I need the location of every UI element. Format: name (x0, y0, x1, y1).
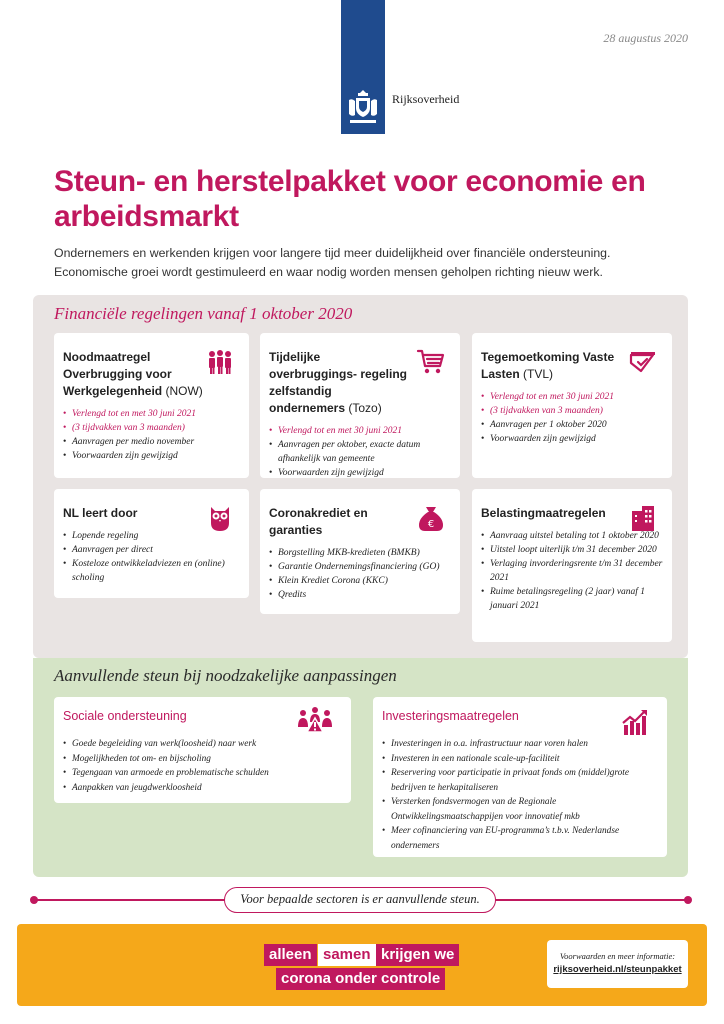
list-item: • Qredits (269, 588, 451, 602)
card-title: Belastingmaatregelen (481, 506, 606, 520)
card-title: Investeringsmaatregelen (382, 709, 519, 723)
list-item: • Voorwaarden zijn gewijzigd (63, 449, 240, 463)
card-list (269, 546, 451, 602)
card-tvl (472, 333, 672, 478)
intro-text (54, 244, 674, 282)
slogan-word: alleen (264, 944, 317, 966)
building-icon (628, 503, 658, 533)
list-item: • Verlaging invorderingsrente t/m 31 december 2021 (481, 557, 663, 585)
list-item: • Aanpakken van jeugdwerkloosheid (63, 781, 342, 796)
list-item: • Aanvragen per 1 oktober 2020 (481, 418, 663, 432)
card-belasting (472, 489, 672, 642)
list-item: • Investeren in een nationale scale-up-faciliteit (382, 752, 658, 767)
divider-dot (684, 896, 692, 904)
list-item: • Goede begeleiding van werk(loosheid) naar werk (63, 737, 342, 752)
list-item: • Borgstelling MKB-kredieten (BMKB) (269, 546, 451, 560)
card-list (481, 390, 663, 446)
card-list (63, 407, 240, 463)
card-list (382, 737, 658, 853)
price-tag-icon (628, 347, 658, 377)
money-bag-icon (416, 503, 446, 533)
growth-chart-icon (621, 707, 651, 737)
list-item: • Reservering voor participatie in privaat fonds om (middel)grote bedrijven te herkapitaliseren (382, 766, 658, 795)
owl-icon (205, 503, 235, 533)
logo-wordmark: Rijksoverheid (392, 92, 460, 106)
slogan-word: krijgen we (376, 944, 459, 966)
cart-icon (416, 347, 446, 377)
card-now (54, 333, 249, 478)
list-item: • Mogelijkheden tot om- en bijscholing (63, 752, 342, 767)
list-item: • Ruime betalingsregeling (2 jaar) vanaf 1 januari 2021 (481, 585, 663, 613)
card-list (63, 737, 342, 795)
list-item: • (3 tijdvakken van 3 maanden) (481, 404, 663, 418)
publication-date: 28 augustus 2020 (603, 31, 688, 45)
card-title: Coronakrediet en garanties (269, 506, 368, 537)
support-group-icon (297, 705, 333, 735)
list-item: • Tegengaan van armoede en problematische schulden (63, 766, 342, 781)
card-list (63, 529, 240, 585)
card-title: Sociale ondersteuning (63, 709, 187, 723)
card-list (269, 424, 451, 480)
list-item: • Verlengd tot en met 30 juni 2021 (269, 424, 451, 438)
intro-line: Ondernemers en werkenden krijgen voor langere tijd meer duidelijkheid over financiële ondersteuning. (54, 246, 611, 260)
list-item: • Verlengd tot en met 30 juni 2021 (63, 407, 240, 421)
card-list (481, 529, 663, 613)
coat-of-arms-icon (345, 86, 381, 128)
list-item: • Aanvragen per direct (63, 543, 240, 557)
intro-line: Economische groei wordt gestimuleerd en waar nodig worden mensen geholpen richting nieuw werk. (54, 265, 603, 279)
list-item: • Klein Krediet Corona (KKC) (269, 574, 451, 588)
card-title: Noodmaatregel Overbrugging voor Werkgelegenheid (NOW) (63, 350, 203, 398)
list-item: • Kosteloze ontwikkeladviezen en (online) scholing (63, 557, 240, 585)
list-item: • Uitstel loopt uiterlijk t/m 31 december 2020 (481, 543, 663, 557)
card-title: Tegemoetkoming Vaste Lasten (TVL) (481, 350, 615, 381)
list-item: • Meer cofinanciering van EU-programma’s t.b.v. Nederlandse ondernemers (382, 824, 658, 853)
card-tozo (260, 333, 460, 478)
additional-heading: Aanvullende steun bij noodzakelijke aanpassingen (54, 666, 397, 685)
list-item: • Versterken fondsvermogen van de Regionale Ontwikkelingsmaatschappijen voor innovatief mkb (382, 795, 658, 824)
card-title: Tijdelijke overbruggings- regeling zelfstandig ondernemers (Tozo) (269, 350, 408, 415)
list-item: • Voorwaarden zijn gewijzigd (269, 466, 451, 480)
page-title: Steun- en herstelpakket voor economie en arbeidsmarkt (54, 165, 646, 233)
card-sociale-ondersteuning (54, 697, 351, 803)
card-title: NL leert door (63, 506, 138, 520)
slogan-line: corona onder controle (276, 968, 445, 990)
card-coronakrediet (260, 489, 460, 614)
list-item: • Aanvragen per oktober, exacte datum afhankelijk van gemeente (269, 438, 451, 466)
list-item: • Garantie Ondernemingsfinanciering (GO) (269, 560, 451, 574)
list-item: • Aanvragen per medio november (63, 435, 240, 449)
list-item: • Aanvraag uitstel betaling tot 1 oktober 2020 (481, 529, 663, 543)
list-item: • Investeringen in o.a. infrastructuur naar voren halen (382, 737, 658, 752)
info-label: Voorwaarden en meer informatie: (559, 951, 676, 961)
list-item: • (3 tijdvakken van 3 maanden) (63, 421, 240, 435)
list-item: • Lopende regeling (63, 529, 240, 543)
info-link[interactable]: rijksoverheid.nl/steunpakket (553, 964, 682, 975)
svg-text:€: € (427, 519, 435, 530)
card-investeringsmaatregelen (373, 697, 667, 857)
divider-dot (30, 896, 38, 904)
slogan-word: samen (318, 944, 376, 966)
people-icon (205, 347, 235, 377)
card-nl-leert-door (54, 489, 249, 598)
list-item: • Voorwaarden zijn gewijzigd (481, 432, 663, 446)
financial-heading: Financiële regelingen vanaf 1 oktober 2020 (54, 304, 353, 323)
info-box (547, 940, 688, 988)
sector-note: Voor bepaalde sectoren is er aanvullende steun. (224, 887, 496, 913)
list-item: • Verlengd tot en met 30 juni 2021 (481, 390, 663, 404)
